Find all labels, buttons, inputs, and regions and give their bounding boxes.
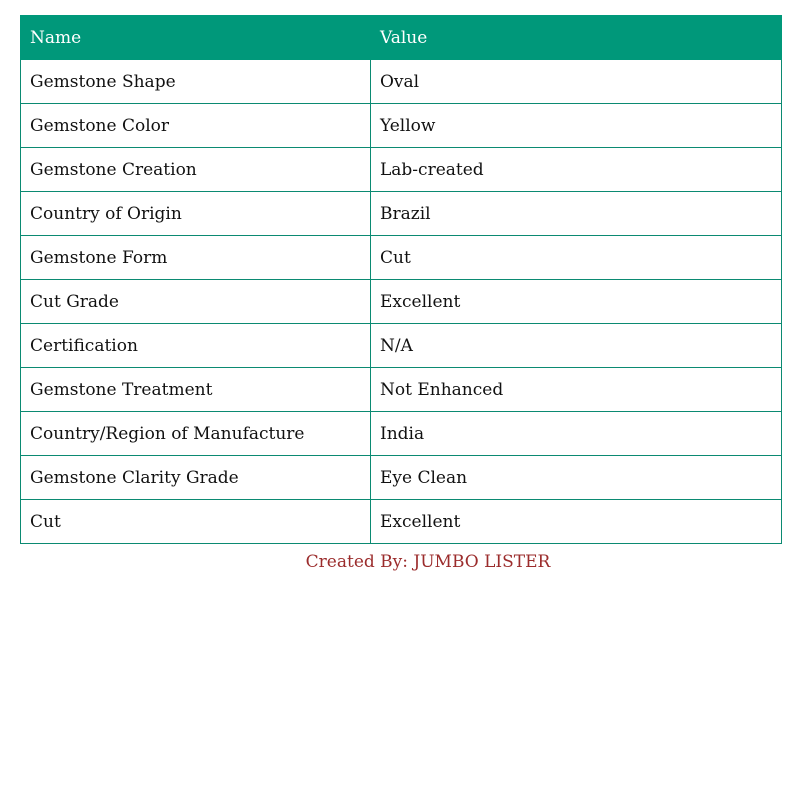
row-value-cell: Eye Clean [371, 456, 782, 500]
table-row [21, 368, 782, 412]
column-header-name: Name [21, 16, 371, 60]
row-value-cell: Lab-created [371, 148, 782, 192]
row-value-cell: Oval [371, 60, 782, 104]
row-name-cell: Gemstone Treatment [21, 368, 371, 412]
table-header-row [21, 16, 782, 60]
row-value-cell: Excellent [371, 500, 782, 544]
table-row [21, 104, 782, 148]
table-row [21, 412, 782, 456]
spec-table-container [20, 15, 781, 572]
table-row [21, 280, 782, 324]
table-row [21, 324, 782, 368]
column-header-value: Value [371, 16, 782, 60]
table-row [21, 236, 782, 280]
row-value-cell: Cut [371, 236, 782, 280]
created-by-credit: Created By: JUMBO LISTER [305, 552, 551, 572]
table-row [21, 192, 782, 236]
row-name-cell: Gemstone Shape [21, 60, 371, 104]
row-value-cell: Excellent [371, 280, 782, 324]
row-name-cell: Country of Origin [21, 192, 371, 236]
row-name-cell: Gemstone Clarity Grade [21, 456, 371, 500]
row-name-cell: Certification [21, 324, 371, 368]
row-name-cell: Gemstone Color [21, 104, 371, 148]
row-value-cell: Brazil [371, 192, 782, 236]
table-row [21, 60, 782, 104]
row-value-cell: N/A [371, 324, 782, 368]
table-row [21, 456, 782, 500]
row-value-cell: Yellow [371, 104, 782, 148]
row-name-cell: Gemstone Form [21, 236, 371, 280]
row-value-cell: Not Enhanced [371, 368, 782, 412]
row-name-cell: Cut [21, 500, 371, 544]
row-name-cell: Gemstone Creation [21, 148, 371, 192]
row-name-cell: Country/Region of Manufacture [21, 412, 371, 456]
row-name-cell: Cut Grade [21, 280, 371, 324]
spec-table [20, 15, 782, 544]
table-row [21, 500, 782, 544]
table-row [21, 148, 782, 192]
row-value-cell: India [371, 412, 782, 456]
